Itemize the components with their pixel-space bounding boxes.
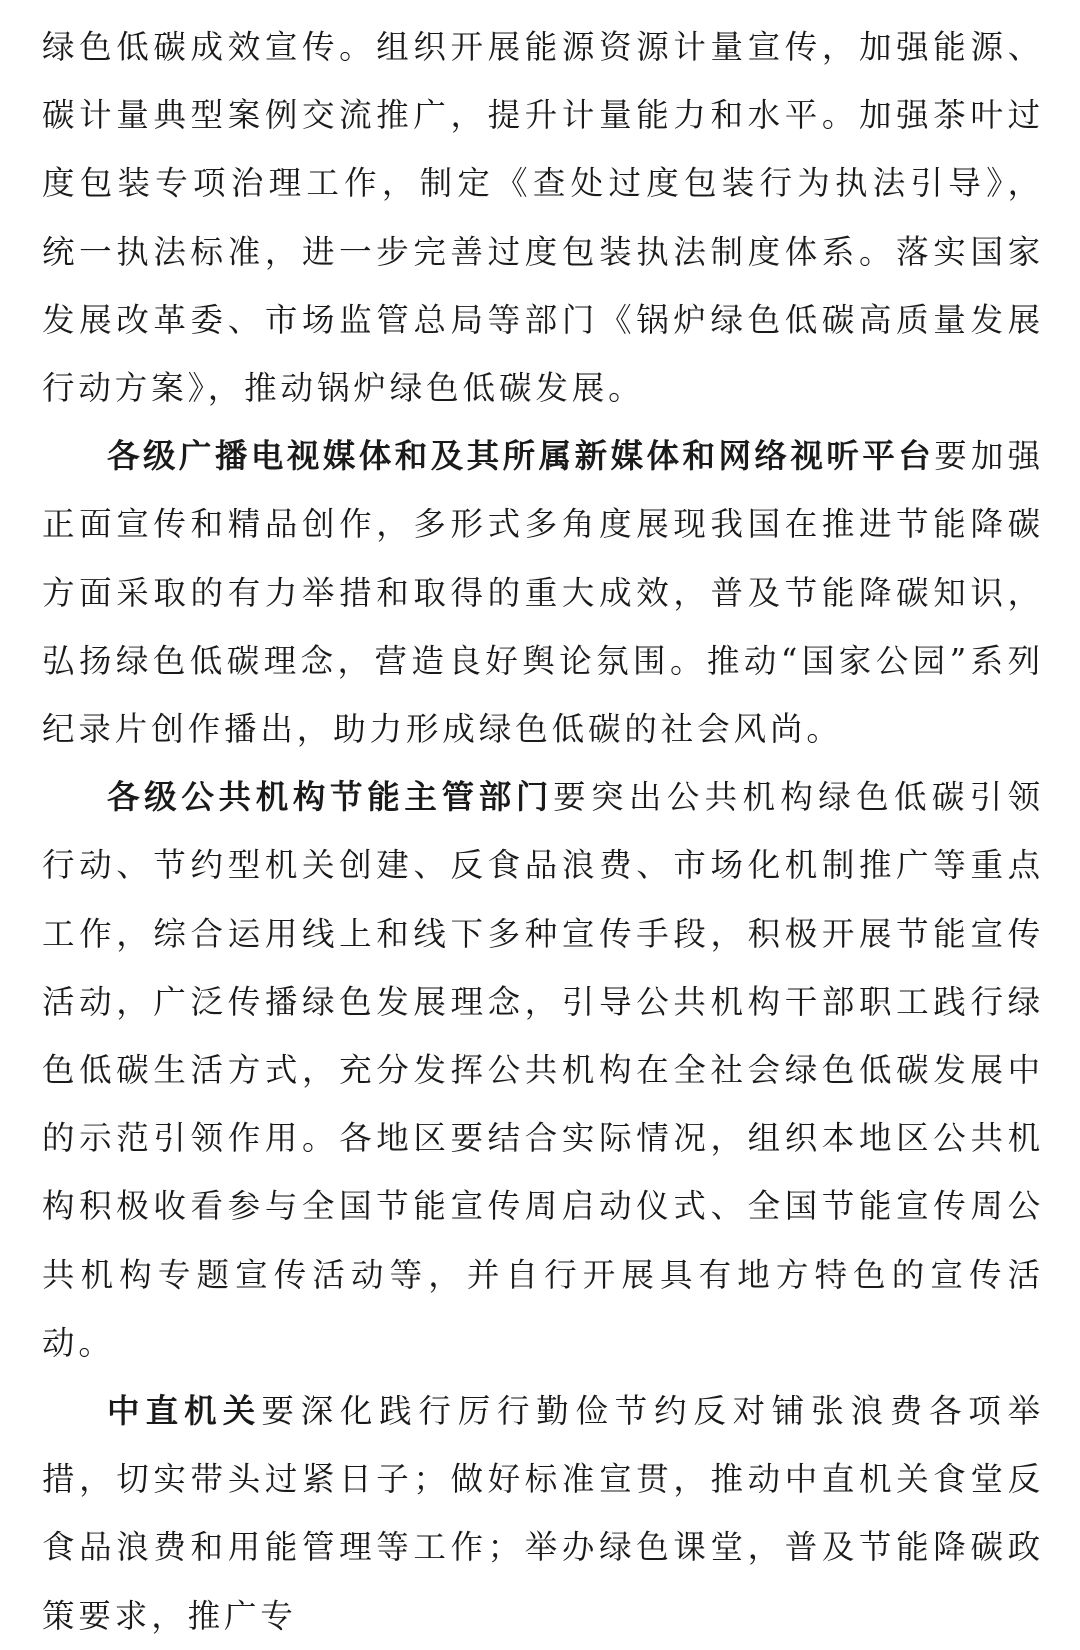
paragraph-broadcast-media [42,422,1044,763]
paragraph-text: 要突出公共机构绿色低碳引领行动、节约型机关创建、反食品浪费、市场化机制推广等重点工作，综合运用线上和线下多种宣传手段，积极开展节能宣传活动，广泛传播绿色发展理念，引导公共机构干部职工践行绿色低碳生活方式，充分发挥公共机构在全社会绿色低碳发展中的示范引领作用。各地区要结合实际情况，组织本地区公共机构积极收看参与全国节能宣传周启动仪式、全国节能宣传周公共机构专题宣传活动等，并自行开展具有地方特色的宣传活动。 [42,778,1045,1362]
paragraph-central-organs [42,1377,1044,1650]
paragraph-lead: 中直机关 [107,1392,262,1431]
paragraph-lead: 各级公共机构节能主管部门 [107,778,554,817]
paragraph-public-institutions [42,763,1044,1377]
paragraph-text: 要深化践行厉行勤俭节约反对铺张浪费各项举措，切实带头过紧日子；做好标准宣贯，推动中直机关食堂反食品浪费和用能管理等工作；举办绿色课堂，普及节能降碳政策要求，推广专 [42,1392,1044,1635]
document-page [42,13,1044,1650]
paragraph-continuation [42,13,1044,422]
paragraph-lead: 各级广播电视媒体和及其所属新媒体和网络视听平台 [107,437,935,476]
paragraph-text: 要加强正面宣传和精品创作，多形式多角度展现我国在推进节能降碳方面采取的有力举措和取得的重大成效，普及节能降碳知识，弘扬绿色低碳理念，营造良好舆论氛围。推动“国家公园”系列纪录片创作播出，助力形成绿色低碳的社会风尚。 [42,437,1045,749]
paragraph-text: 绿色低碳成效宣传。组织开展能源资源计量宣传，加强能源、碳计量典型案例交流推广，提升计量能力和水平。加强茶叶过度包装专项治理工作，制定《查处过度包装行为执法引导》，统一执法标准，进一步完善过度包装执法制度体系。落实国家发展改革委、市场监管总局等部门《锅炉绿色低碳高质量发展行动方案》，推动锅炉绿色低碳发展。 [42,28,1044,408]
